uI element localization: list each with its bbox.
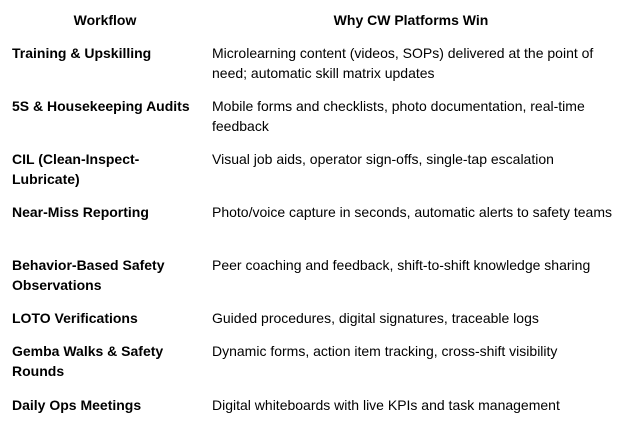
workflow-cell: Training & Upskilling [12,45,152,61]
benefit-cell: Photo/voice capture in seconds, automatic alerts to safety teams [212,204,612,220]
table-header-row [0,11,622,31]
benefit-cell: Microlearning content (videos, SOPs) delivered at the point of need; automatic skill matrix updates [212,45,594,81]
workflow-cell: Daily Ops Meetings [12,397,142,413]
benefit-cell: Mobile forms and checklists, photo documentation, real-time feedback [212,98,585,134]
column-header-workflow: Workflow [73,12,137,28]
benefit-cell: Guided procedures, digital signatures, traceable logs [212,310,539,326]
workflow-cell: LOTO Verifications [12,310,138,326]
column-header-why-cw-platforms-win: Why CW Platforms Win [333,12,489,28]
workflow-cell: 5S & Housekeeping Audits [12,98,190,114]
benefit-cell: Peer coaching and feedback, shift-to-shift knowledge sharing [212,257,591,273]
workflow-cell: Behavior-Based Safety Observations [12,257,165,293]
workflow-cell: Gemba Walks & Safety Rounds [12,343,164,379]
benefit-cell: Dynamic forms, action item tracking, cross-shift visibility [212,343,558,359]
workflow-cell: CIL (Clean-Inspect-Lubricate) [12,151,140,187]
benefit-cell: Visual job aids, operator sign-offs, single-tap escalation [212,151,554,167]
benefit-cell: Digital whiteboards with live KPIs and task management [212,397,560,413]
workflow-cell: Near-Miss Reporting [12,204,149,220]
